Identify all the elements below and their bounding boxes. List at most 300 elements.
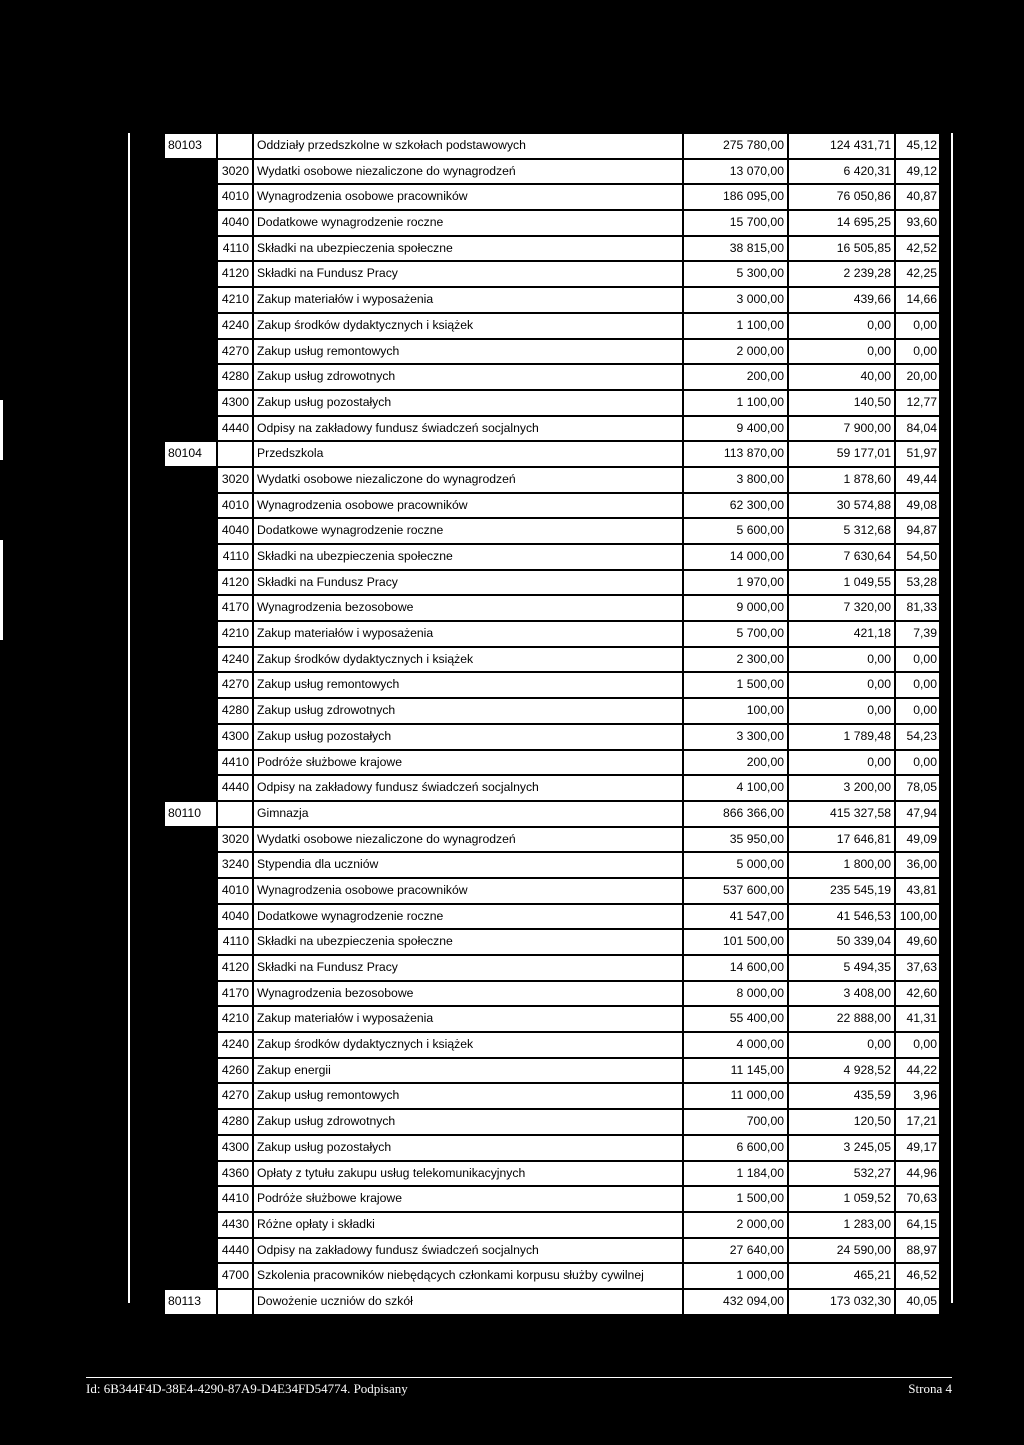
description: Opłaty z tytułu zakupu usług telekomunikacyjnych: [253, 1161, 683, 1187]
paragraph-code: 4270: [217, 672, 253, 698]
expenditure-table: [164, 133, 940, 1315]
planned-amount: 13 070,00: [683, 159, 788, 185]
section-code: [164, 1186, 217, 1212]
table-row: [164, 261, 940, 287]
section-code: [164, 1263, 217, 1289]
paragraph-code: 4170: [217, 595, 253, 621]
planned-amount: 55 400,00: [683, 1006, 788, 1032]
section-code: [164, 184, 217, 210]
section-code: [164, 724, 217, 750]
description: Zakup materiałów i wyposażenia: [253, 287, 683, 313]
executed-amount: 120,50: [788, 1109, 895, 1135]
description: Zakup środków dydaktycznych i książek: [253, 313, 683, 339]
description: Zakup usług remontowych: [253, 339, 683, 365]
paragraph-code: 4010: [217, 184, 253, 210]
executed-amount: 7 320,00: [788, 595, 895, 621]
table-row: [164, 570, 940, 596]
description: Zakup materiałów i wyposażenia: [253, 1006, 683, 1032]
table-row: [164, 724, 940, 750]
section-code: [164, 159, 217, 185]
paragraph-code: 4300: [217, 390, 253, 416]
description: Wydatki osobowe niezaliczone do wynagrodzeń: [253, 827, 683, 853]
description: Składki na Fundusz Pracy: [253, 570, 683, 596]
execution-percent: 93,60: [895, 210, 940, 236]
section-code: [164, 364, 217, 390]
execution-percent: 49,17: [895, 1135, 940, 1161]
paragraph-code: [217, 801, 253, 827]
paragraph-code: 4120: [217, 570, 253, 596]
planned-amount: 5 600,00: [683, 518, 788, 544]
description: Stypendia dla uczniów: [253, 852, 683, 878]
paragraph-code: 4280: [217, 364, 253, 390]
planned-amount: 1 100,00: [683, 313, 788, 339]
paragraph-code: 4010: [217, 493, 253, 519]
description: Zakup usług remontowych: [253, 1083, 683, 1109]
execution-percent: 42,52: [895, 236, 940, 262]
paragraph-code: 4040: [217, 518, 253, 544]
section-code: [164, 416, 217, 442]
table-row: [164, 647, 940, 673]
executed-amount: 421,18: [788, 621, 895, 647]
table-row: [164, 1109, 940, 1135]
section-code: [164, 1032, 217, 1058]
execution-percent: 54,50: [895, 544, 940, 570]
description: Składki na ubezpieczenia społeczne: [253, 929, 683, 955]
table-row: [164, 1238, 940, 1264]
execution-percent: 17,21: [895, 1109, 940, 1135]
section-code: [164, 672, 217, 698]
executed-amount: 5 312,68: [788, 518, 895, 544]
table-row: [164, 1135, 940, 1161]
description: Wynagrodzenia osobowe pracowników: [253, 493, 683, 519]
executed-amount: 0,00: [788, 750, 895, 776]
planned-amount: 101 500,00: [683, 929, 788, 955]
executed-amount: 0,00: [788, 672, 895, 698]
executed-amount: 140,50: [788, 390, 895, 416]
section-code: [164, 929, 217, 955]
execution-percent: 40,87: [895, 184, 940, 210]
executed-amount: 235 545,19: [788, 878, 895, 904]
table-row: [164, 1263, 940, 1289]
table-row: [164, 390, 940, 416]
execution-percent: 3,96: [895, 1083, 940, 1109]
executed-amount: 3 408,00: [788, 981, 895, 1007]
section-code: [164, 287, 217, 313]
paragraph-code: 4300: [217, 1135, 253, 1161]
section-code: [164, 878, 217, 904]
executed-amount: 7 630,64: [788, 544, 895, 570]
execution-percent: 0,00: [895, 698, 940, 724]
paragraph-code: 3020: [217, 827, 253, 853]
execution-percent: 0,00: [895, 750, 940, 776]
planned-amount: 11 145,00: [683, 1058, 788, 1084]
description: Zakup usług zdrowotnych: [253, 1109, 683, 1135]
execution-percent: 42,60: [895, 981, 940, 1007]
section-code: [164, 1238, 217, 1264]
executed-amount: 4 928,52: [788, 1058, 895, 1084]
description: Zakup usług zdrowotnych: [253, 698, 683, 724]
paragraph-code: 4040: [217, 904, 253, 930]
planned-amount: 15 700,00: [683, 210, 788, 236]
execution-percent: 0,00: [895, 647, 940, 673]
planned-amount: 41 547,00: [683, 904, 788, 930]
description: Oddziały przedszkolne w szkołach podstawowych: [253, 133, 683, 159]
section-code: [164, 1135, 217, 1161]
executed-amount: 1 789,48: [788, 724, 895, 750]
paragraph-code: [217, 1289, 253, 1315]
description: Składki na ubezpieczenia społeczne: [253, 544, 683, 570]
left-margin-rule: [128, 133, 130, 1303]
executed-amount: 1 800,00: [788, 852, 895, 878]
section-row: [164, 801, 940, 827]
description: Gimnazja: [253, 801, 683, 827]
execution-percent: 47,94: [895, 801, 940, 827]
description: Przedszkola: [253, 441, 683, 467]
executed-amount: 30 574,88: [788, 493, 895, 519]
planned-amount: 113 870,00: [683, 441, 788, 467]
table-row: [164, 184, 940, 210]
section-code: [164, 698, 217, 724]
planned-amount: 62 300,00: [683, 493, 788, 519]
footer-rule: [86, 1377, 952, 1378]
execution-percent: 44,22: [895, 1058, 940, 1084]
executed-amount: 0,00: [788, 339, 895, 365]
description: Zakup usług remontowych: [253, 672, 683, 698]
planned-amount: 700,00: [683, 1109, 788, 1135]
planned-amount: 9 000,00: [683, 595, 788, 621]
description: Dodatkowe wynagrodzenie roczne: [253, 518, 683, 544]
execution-percent: 20,00: [895, 364, 940, 390]
description: Zakup usług pozostałych: [253, 724, 683, 750]
paragraph-code: 4440: [217, 1238, 253, 1264]
executed-amount: 1 049,55: [788, 570, 895, 596]
paragraph-code: 4010: [217, 878, 253, 904]
description: Zakup usług pozostałych: [253, 390, 683, 416]
description: Zakup środków dydaktycznych i książek: [253, 647, 683, 673]
executed-amount: 1 878,60: [788, 467, 895, 493]
execution-percent: 70,63: [895, 1186, 940, 1212]
executed-amount: 6 420,31: [788, 159, 895, 185]
executed-amount: 435,59: [788, 1083, 895, 1109]
table-row: [164, 1161, 940, 1187]
planned-amount: 14 600,00: [683, 955, 788, 981]
executed-amount: 22 888,00: [788, 1006, 895, 1032]
executed-amount: 0,00: [788, 647, 895, 673]
section-code: [164, 647, 217, 673]
section-code: [164, 904, 217, 930]
executed-amount: 1 283,00: [788, 1212, 895, 1238]
execution-percent: 81,33: [895, 595, 940, 621]
description: Odpisy na zakładowy fundusz świadczeń socjalnych: [253, 775, 683, 801]
planned-amount: 14 000,00: [683, 544, 788, 570]
execution-percent: 51,97: [895, 441, 940, 467]
planned-amount: 35 950,00: [683, 827, 788, 853]
execution-percent: 49,44: [895, 467, 940, 493]
executed-amount: 17 646,81: [788, 827, 895, 853]
planned-amount: 4 100,00: [683, 775, 788, 801]
description: Zakup usług zdrowotnych: [253, 364, 683, 390]
section-row: [164, 441, 940, 467]
executed-amount: 16 505,85: [788, 236, 895, 262]
execution-percent: 41,31: [895, 1006, 940, 1032]
table-row: [164, 544, 940, 570]
planned-amount: 3 000,00: [683, 287, 788, 313]
paragraph-code: 4430: [217, 1212, 253, 1238]
description: Składki na Fundusz Pracy: [253, 261, 683, 287]
execution-percent: 0,00: [895, 1032, 940, 1058]
section-row: [164, 1289, 940, 1315]
executed-amount: 2 239,28: [788, 261, 895, 287]
planned-amount: 1 100,00: [683, 390, 788, 416]
executed-amount: 14 695,25: [788, 210, 895, 236]
planned-amount: 11 000,00: [683, 1083, 788, 1109]
section-code: [164, 1161, 217, 1187]
executed-amount: 3 200,00: [788, 775, 895, 801]
section-code: [164, 236, 217, 262]
planned-amount: 1 000,00: [683, 1263, 788, 1289]
paragraph-code: 4120: [217, 261, 253, 287]
paragraph-code: 3020: [217, 159, 253, 185]
execution-percent: 78,05: [895, 775, 940, 801]
section-code: [164, 1083, 217, 1109]
table-row: [164, 313, 940, 339]
section-code: [164, 313, 217, 339]
description: Zakup środków dydaktycznych i książek: [253, 1032, 683, 1058]
planned-amount: 2 000,00: [683, 1212, 788, 1238]
table-row: [164, 364, 940, 390]
execution-percent: 42,25: [895, 261, 940, 287]
section-code: [164, 1058, 217, 1084]
execution-percent: 49,60: [895, 929, 940, 955]
section-row: [164, 133, 940, 159]
paragraph-code: 4700: [217, 1263, 253, 1289]
paragraph-code: 4360: [217, 1161, 253, 1187]
section-code: [164, 595, 217, 621]
section-code: [164, 570, 217, 596]
page-number: Strona 4: [908, 1381, 952, 1396]
description: Odpisy na zakładowy fundusz świadczeń socjalnych: [253, 416, 683, 442]
description: Składki na Fundusz Pracy: [253, 955, 683, 981]
execution-percent: 49,12: [895, 159, 940, 185]
paragraph-code: 4120: [217, 955, 253, 981]
table-row: [164, 1212, 940, 1238]
planned-amount: 275 780,00: [683, 133, 788, 159]
table-row: [164, 929, 940, 955]
executed-amount: 40,00: [788, 364, 895, 390]
paragraph-code: 4240: [217, 1032, 253, 1058]
table-row: [164, 672, 940, 698]
execution-percent: 46,52: [895, 1263, 940, 1289]
planned-amount: 5 700,00: [683, 621, 788, 647]
description: Składki na ubezpieczenia społeczne: [253, 236, 683, 262]
paragraph-code: 4440: [217, 416, 253, 442]
table-row: [164, 955, 940, 981]
description: Podróże służbowe krajowe: [253, 750, 683, 776]
execution-percent: 36,00: [895, 852, 940, 878]
paragraph-code: 4170: [217, 981, 253, 1007]
executed-amount: 415 327,58: [788, 801, 895, 827]
planned-amount: 100,00: [683, 698, 788, 724]
executed-amount: 3 245,05: [788, 1135, 895, 1161]
table-row: [164, 339, 940, 365]
section-code: [164, 1006, 217, 1032]
planned-amount: 27 640,00: [683, 1238, 788, 1264]
execution-percent: 7,39: [895, 621, 940, 647]
scan-mark: [0, 540, 3, 640]
scan-mark: [0, 400, 3, 460]
table-row: [164, 210, 940, 236]
planned-amount: 1 500,00: [683, 1186, 788, 1212]
planned-amount: 1 500,00: [683, 672, 788, 698]
paragraph-code: 4110: [217, 236, 253, 262]
paragraph-code: 4280: [217, 698, 253, 724]
table-row: [164, 493, 940, 519]
paragraph-code: 4210: [217, 1006, 253, 1032]
execution-percent: 49,08: [895, 493, 940, 519]
paragraph-code: 4210: [217, 621, 253, 647]
planned-amount: 2 000,00: [683, 339, 788, 365]
paragraph-code: 3240: [217, 852, 253, 878]
paragraph-code: 4410: [217, 750, 253, 776]
table-row: [164, 595, 940, 621]
table-row: [164, 1032, 940, 1058]
paragraph-code: 4410: [217, 1186, 253, 1212]
description: Wydatki osobowe niezaliczone do wynagrodzeń: [253, 467, 683, 493]
planned-amount: 1 184,00: [683, 1161, 788, 1187]
executed-amount: 5 494,35: [788, 955, 895, 981]
execution-percent: 40,05: [895, 1289, 940, 1315]
description: Podróże służbowe krajowe: [253, 1186, 683, 1212]
paragraph-code: 4260: [217, 1058, 253, 1084]
executed-amount: 50 339,04: [788, 929, 895, 955]
executed-amount: 532,27: [788, 1161, 895, 1187]
executed-amount: 7 900,00: [788, 416, 895, 442]
execution-percent: 0,00: [895, 313, 940, 339]
description: Szkolenia pracowników niebędących członkami korpusu służby cywilnej: [253, 1263, 683, 1289]
execution-percent: 94,87: [895, 518, 940, 544]
section-code: [164, 518, 217, 544]
table-row: [164, 750, 940, 776]
planned-amount: 5 300,00: [683, 261, 788, 287]
execution-percent: 84,04: [895, 416, 940, 442]
section-code: 80113: [164, 1289, 217, 1315]
section-code: 80103: [164, 133, 217, 159]
executed-amount: 173 032,30: [788, 1289, 895, 1315]
description: Dodatkowe wynagrodzenie roczne: [253, 904, 683, 930]
table-row: [164, 518, 940, 544]
description: Wynagrodzenia bezosobowe: [253, 595, 683, 621]
paragraph-code: 4270: [217, 1083, 253, 1109]
executed-amount: 59 177,01: [788, 441, 895, 467]
executed-amount: 1 059,52: [788, 1186, 895, 1212]
section-code: [164, 750, 217, 776]
table-row: [164, 1186, 940, 1212]
execution-percent: 45,12: [895, 133, 940, 159]
section-code: [164, 955, 217, 981]
description: Zakup energii: [253, 1058, 683, 1084]
planned-amount: 1 970,00: [683, 570, 788, 596]
section-code: [164, 621, 217, 647]
paragraph-code: 4270: [217, 339, 253, 365]
planned-amount: 3 300,00: [683, 724, 788, 750]
section-code: [164, 544, 217, 570]
executed-amount: 41 546,53: [788, 904, 895, 930]
paragraph-code: 4040: [217, 210, 253, 236]
section-code: [164, 1212, 217, 1238]
section-code: [164, 261, 217, 287]
section-code: [164, 827, 217, 853]
section-code: [164, 981, 217, 1007]
execution-percent: 12,77: [895, 390, 940, 416]
section-code: [164, 852, 217, 878]
executed-amount: 0,00: [788, 698, 895, 724]
execution-percent: 0,00: [895, 672, 940, 698]
table-row: [164, 621, 940, 647]
table-row: [164, 159, 940, 185]
table-row: [164, 1058, 940, 1084]
paragraph-code: 4210: [217, 287, 253, 313]
paragraph-code: 4280: [217, 1109, 253, 1135]
paragraph-code: 4110: [217, 929, 253, 955]
section-code: [164, 467, 217, 493]
planned-amount: 866 366,00: [683, 801, 788, 827]
table-row: [164, 904, 940, 930]
table-row: [164, 775, 940, 801]
execution-percent: 14,66: [895, 287, 940, 313]
right-margin-rule: [951, 133, 953, 1303]
paragraph-code: 3020: [217, 467, 253, 493]
paragraph-code: 4240: [217, 313, 253, 339]
planned-amount: 200,00: [683, 750, 788, 776]
section-code: 80104: [164, 441, 217, 467]
planned-amount: 38 815,00: [683, 236, 788, 262]
section-code: 80110: [164, 801, 217, 827]
table-row: [164, 1083, 940, 1109]
description: Wydatki osobowe niezaliczone do wynagrodzeń: [253, 159, 683, 185]
description: Dowożenie uczniów do szkół: [253, 1289, 683, 1315]
execution-percent: 100,00: [895, 904, 940, 930]
section-code: [164, 493, 217, 519]
execution-percent: 49,09: [895, 827, 940, 853]
execution-percent: 0,00: [895, 339, 940, 365]
document-id: Id: 6B344F4D-38E4-4290-87A9-D4E34FD54774. Podpisany: [86, 1381, 408, 1396]
description: Odpisy na zakładowy fundusz świadczeń socjalnych: [253, 1238, 683, 1264]
paragraph-code: [217, 133, 253, 159]
section-code: [164, 210, 217, 236]
planned-amount: 5 000,00: [683, 852, 788, 878]
table-row: [164, 287, 940, 313]
executed-amount: 76 050,86: [788, 184, 895, 210]
execution-percent: 64,15: [895, 1212, 940, 1238]
executed-amount: 0,00: [788, 1032, 895, 1058]
execution-percent: 44,96: [895, 1161, 940, 1187]
description: Różne opłaty i składki: [253, 1212, 683, 1238]
paragraph-code: 4110: [217, 544, 253, 570]
planned-amount: 432 094,00: [683, 1289, 788, 1315]
executed-amount: 124 431,71: [788, 133, 895, 159]
planned-amount: 8 000,00: [683, 981, 788, 1007]
section-code: [164, 390, 217, 416]
table-row: [164, 236, 940, 262]
paragraph-code: 4300: [217, 724, 253, 750]
planned-amount: 4 000,00: [683, 1032, 788, 1058]
table-row: [164, 698, 940, 724]
section-code: [164, 339, 217, 365]
execution-percent: 37,63: [895, 955, 940, 981]
execution-percent: 43,81: [895, 878, 940, 904]
table-row: [164, 852, 940, 878]
executed-amount: 0,00: [788, 313, 895, 339]
